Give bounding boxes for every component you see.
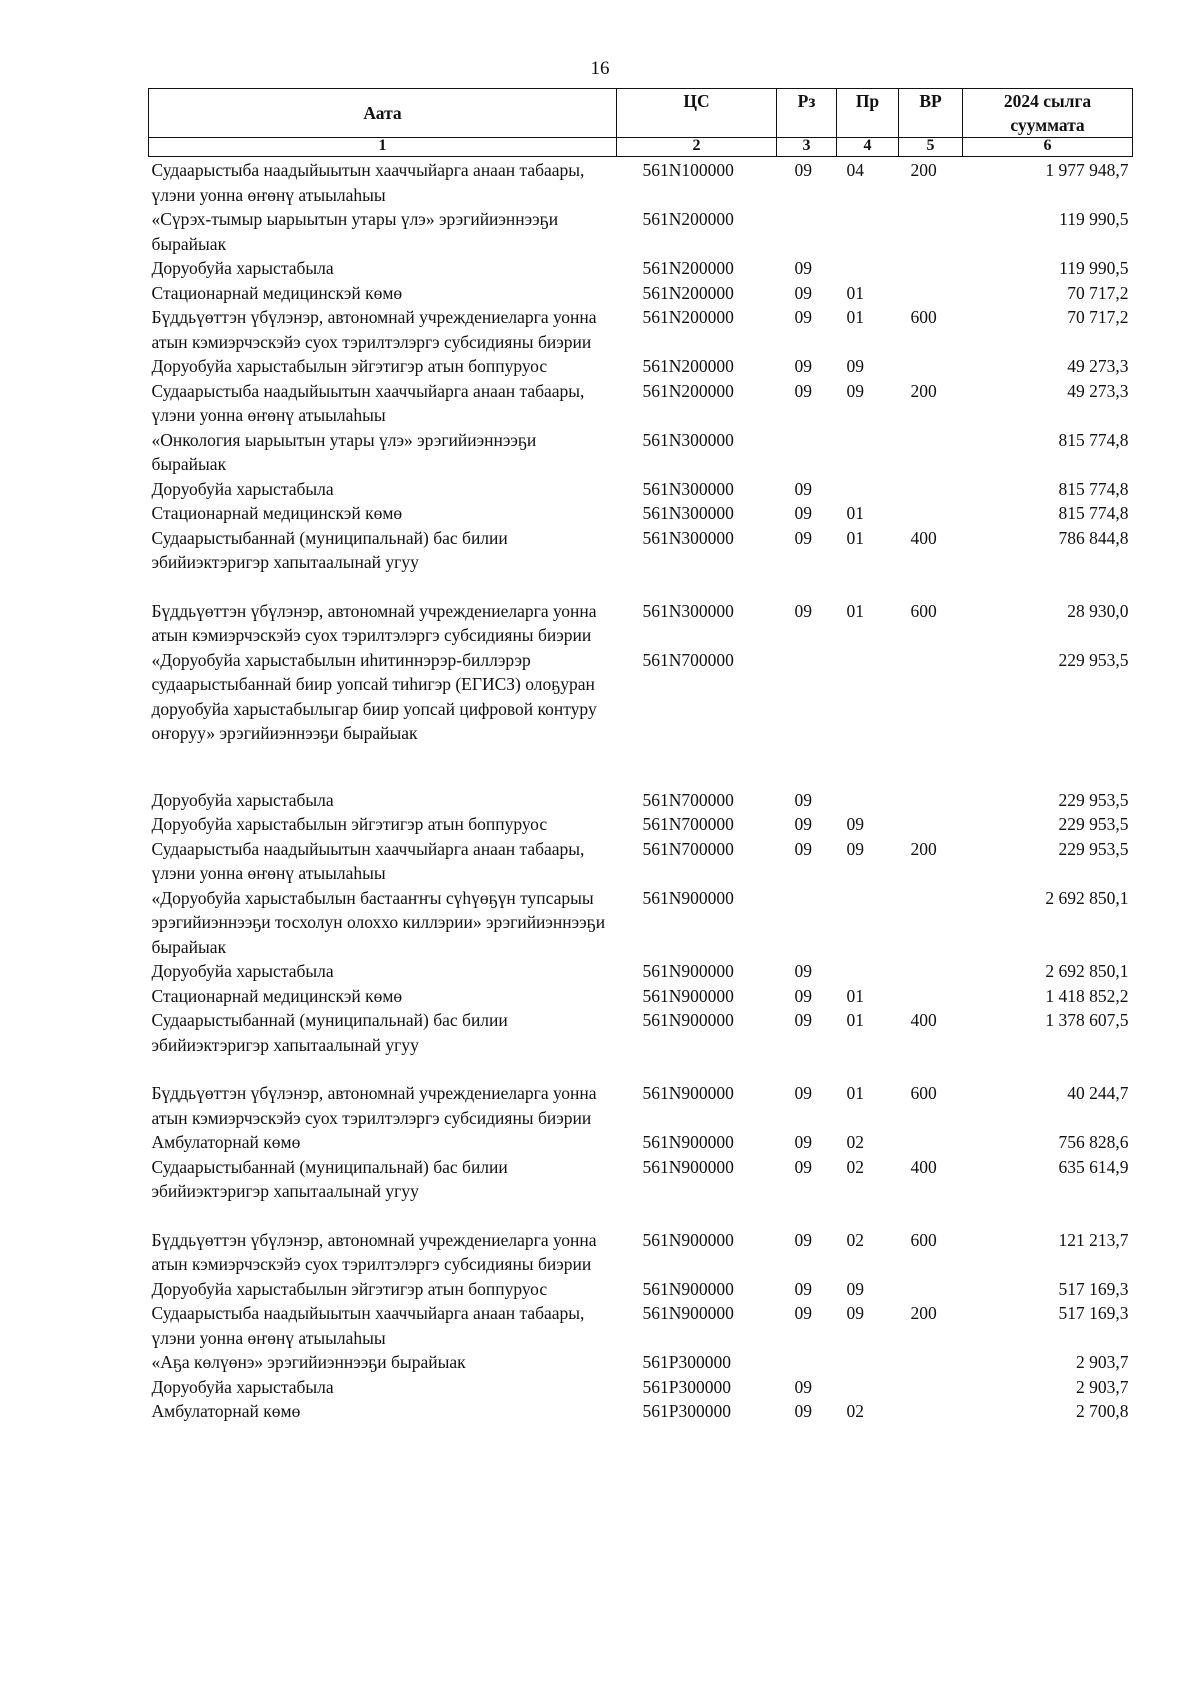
table-row (149, 959, 1133, 984)
row-rz-code (777, 648, 837, 788)
table-row (149, 1081, 1133, 1130)
row-name: Бүддьүөттэн үбүлэнэр, автономнай учреждениеларга уонна атын кэмиэрчэскэйэ суох тэрилтэлэргэ субсидияны биэрии (151, 307, 597, 352)
row-pr-code: 01 (846, 1010, 864, 1030)
page-number: 16 (590, 58, 610, 79)
row-name: Бүддьүөттэн үбүлэнэр, автономнай учреждениеларга уонна атын кэмиэрчэскэйэ суох тэрилтэлэргэ субсидияны биэрии (151, 1229, 597, 1274)
row-pr-code: 09 (846, 1303, 864, 1323)
row-name: Судаарыстыбаннай (муниципальнай) бас билии эбийиэктэригэр хапытаалынай угуу (151, 1010, 508, 1055)
table-row (149, 305, 1133, 354)
row-pr-code: 01 (846, 503, 864, 523)
row-vr-code (899, 207, 963, 256)
table-row (149, 1375, 1133, 1400)
row-cs-code: 561P300000 (642, 1376, 731, 1397)
row-pr-code (837, 1350, 899, 1375)
row-cs-code: 561N700000 (642, 838, 734, 859)
row-cs-code: 561N900000 (642, 985, 734, 1006)
row-name: Доруобуйа харыстабыла (151, 478, 334, 499)
row-vr-code (899, 812, 963, 837)
table-row (149, 477, 1133, 502)
row-vr-code: 400 (910, 527, 937, 548)
column-number: 5 (899, 138, 963, 157)
row-rz-code: 09 (794, 503, 812, 523)
row-rz-code: 09 (794, 838, 812, 859)
row-cs-code: 561N900000 (642, 1083, 734, 1103)
row-vr-code (899, 477, 963, 502)
row-name: Судаарыстыбаннай (муниципальнай) бас билии эбийиэктэригэр хапытаалынай угуу (151, 1156, 508, 1201)
row-pr-code (837, 1375, 899, 1400)
row-cs-code: 561N900000 (642, 961, 734, 981)
row-vr-code (899, 1350, 963, 1375)
row-pr-code (837, 788, 899, 813)
header-name: Аата (149, 89, 617, 138)
row-pr-code: 01 (846, 307, 864, 327)
row-cs-code: 561P300000 (642, 1401, 731, 1421)
row-pr-code: 02 (846, 1156, 864, 1177)
row-sum: 517 169,3 (1058, 1303, 1129, 1323)
row-pr-code: 02 (846, 1401, 864, 1421)
row-rz-code: 09 (794, 380, 812, 401)
row-rz-code: 09 (794, 258, 812, 278)
row-name: Стационарнай медицинскэй көмө (151, 503, 403, 523)
row-name: Доруобуйа харыстабыла (151, 961, 334, 981)
row-pr-code (837, 477, 899, 502)
row-sum: 229 953,5 (1058, 789, 1129, 810)
row-rz-code (777, 1350, 837, 1375)
row-vr-code: 200 (910, 380, 937, 401)
row-vr-code (899, 1399, 963, 1424)
table-row (149, 501, 1133, 526)
row-name: Судаарыстыба наадыйыытын хааччыйарга анаан табаары, үлэни уонна өҥөнү атыылаһыы (151, 1303, 585, 1348)
table-body (149, 157, 1133, 1424)
table-row (149, 1399, 1133, 1424)
row-sum: 756 828,6 (1058, 1132, 1129, 1152)
row-rz-code (777, 886, 837, 960)
row-pr-code: 01 (846, 527, 864, 548)
row-sum: 229 953,5 (1058, 814, 1129, 834)
row-vr-code: 600 (910, 1229, 937, 1250)
row-vr-code: 400 (910, 1010, 937, 1030)
row-rz-code: 09 (794, 814, 812, 834)
table-row (149, 1130, 1133, 1155)
row-vr-code: 600 (910, 1083, 937, 1103)
table-header-row (149, 89, 1133, 138)
row-pr-code: 01 (846, 1083, 864, 1103)
table-row (149, 157, 1133, 208)
row-pr-code (837, 207, 899, 256)
row-pr-code: 09 (846, 838, 864, 859)
column-number: 6 (963, 138, 1133, 157)
row-sum: 49 273,3 (1067, 380, 1129, 401)
row-pr-code: 01 (846, 282, 864, 303)
row-sum: 815 774,8 (1058, 503, 1129, 523)
row-sum: 229 953,5 (1058, 838, 1129, 859)
row-sum: 635 614,9 (1058, 1156, 1129, 1177)
table-row (149, 1155, 1133, 1228)
header-vr: ВР (899, 89, 963, 138)
row-rz-code: 09 (794, 356, 812, 376)
row-name: Стационарнай медицинскэй көмө (151, 985, 403, 1006)
row-name: Доруобуйа харыстабыла (151, 789, 334, 810)
row-name: Судаарыстыбаннай (муниципальнай) бас билии эбийиэктэригэр хапытаалынай угуу (151, 527, 508, 572)
row-pr-code: 09 (846, 356, 864, 376)
row-name: Судаарыстыба наадыйыытын хааччыйарга анаан табаары, үлэни уонна өҥөнү атыылаһыы (151, 380, 585, 425)
row-rz-code: 09 (794, 282, 812, 303)
row-pr-code: 09 (846, 814, 864, 834)
row-sum: 1 418 852,2 (1045, 985, 1129, 1006)
row-rz-code: 09 (794, 1083, 812, 1103)
row-sum: 119 990,5 (1059, 209, 1129, 229)
row-vr-code (899, 886, 963, 960)
row-cs-code: 561N700000 (642, 649, 734, 670)
table-row (149, 256, 1133, 281)
column-number: 3 (777, 138, 837, 157)
row-vr-code: 200 (910, 160, 937, 180)
row-cs-code: 561N200000 (642, 307, 734, 327)
row-sum: 40 244,7 (1067, 1083, 1129, 1103)
row-pr-code: 09 (846, 380, 864, 401)
table-row (149, 1277, 1133, 1302)
row-rz-code: 09 (794, 1156, 812, 1177)
row-name: «Доруобуйа харыстабылын бастааҥҥы сүһүөҕүн тупсарыы эрэгийиэннээҕи тосхолун олоххо киллэрии» эрэгийиэннээҕи бырайыак (151, 887, 606, 957)
row-vr-code: 200 (910, 1303, 937, 1323)
row-cs-code: 561N200000 (642, 282, 734, 303)
row-vr-code (899, 428, 963, 477)
table-row (149, 1008, 1133, 1081)
row-vr-code (899, 281, 963, 306)
row-sum: 1 378 607,5 (1045, 1010, 1129, 1030)
row-cs-code: 561N300000 (642, 503, 734, 523)
table-row (149, 648, 1133, 788)
row-cs-code: 561N700000 (642, 789, 734, 810)
table-row (149, 1228, 1133, 1277)
row-rz-code: 09 (794, 1401, 812, 1421)
column-number: 1 (149, 138, 617, 157)
row-rz-code: 09 (794, 1376, 812, 1397)
row-name: Стационарнай медицинскэй көмө (151, 282, 403, 303)
budget-table (148, 88, 1133, 1424)
row-vr-code (899, 354, 963, 379)
row-sum: 229 953,5 (1058, 649, 1129, 670)
row-cs-code: 561N900000 (642, 1303, 734, 1323)
row-pr-code (837, 886, 899, 960)
row-name: Судаарыстыба наадыйыытын хааччыйарга анаан табаары, үлэни уонна өҥөнү атыылаһыы (151, 160, 585, 205)
row-name: Доруобуйа харыстабылын эйгэтигэр атын боппуруос (151, 356, 548, 376)
row-cs-code: 561P300000 (642, 1352, 731, 1372)
row-vr-code: 600 (910, 600, 937, 621)
row-name: Доруобуйа харыстабылын эйгэтигэр атын боппуруос (151, 1278, 548, 1299)
table-row (149, 526, 1133, 599)
row-rz-code: 09 (794, 527, 812, 548)
header-cs: ЦС (617, 89, 777, 138)
table-row (149, 428, 1133, 477)
table-row (149, 599, 1133, 648)
row-sum: 815 774,8 (1058, 478, 1129, 499)
header-rz: Рз (777, 89, 837, 138)
row-name: Бүддьүөттэн үбүлэнэр, автономнай учреждениеларга уонна атын кэмиэрчэскэйэ суох тэрилтэлэргэ субсидияны биэрии (151, 1083, 597, 1128)
table-column-number-row (149, 138, 1133, 157)
row-name: «Онкология ыарыытын утары үлэ» эрэгийиэннээҕи бырайыак (151, 429, 537, 474)
header-sum: 2024 сылга суумматa (963, 89, 1133, 138)
row-vr-code (899, 1277, 963, 1302)
row-cs-code: 561N900000 (642, 1132, 734, 1152)
column-number: 2 (617, 138, 777, 157)
row-sum: 49 273,3 (1067, 356, 1129, 376)
row-cs-code: 561N100000 (642, 160, 734, 180)
row-rz-code: 09 (794, 478, 812, 499)
row-vr-code: 200 (910, 838, 937, 859)
row-pr-code (837, 428, 899, 477)
row-name: Доруобуйа харыстабылын эйгэтигэр атын боппуруос (151, 814, 548, 834)
row-pr-code: 02 (846, 1229, 864, 1250)
table-row (149, 379, 1133, 428)
row-rz-code (777, 207, 837, 256)
row-cs-code: 561N200000 (642, 258, 734, 278)
table-row (149, 812, 1133, 837)
row-pr-code (837, 256, 899, 281)
row-sum: 2 903,7 (1076, 1376, 1129, 1397)
row-sum: 786 844,8 (1058, 527, 1129, 548)
row-vr-code (899, 959, 963, 984)
row-sum: 70 717,2 (1067, 307, 1129, 327)
row-cs-code: 561N700000 (642, 814, 734, 834)
row-cs-code: 561N300000 (642, 429, 734, 450)
table-row (149, 1350, 1133, 1375)
row-cs-code: 561N200000 (642, 209, 734, 229)
row-sum: 119 990,5 (1059, 258, 1129, 278)
row-rz-code: 09 (794, 600, 812, 621)
row-pr-code: 04 (846, 160, 864, 180)
row-vr-code (899, 1130, 963, 1155)
row-cs-code: 561N900000 (642, 887, 734, 908)
row-rz-code: 09 (794, 307, 812, 327)
row-cs-code: 561N300000 (642, 527, 734, 548)
row-sum: 517 169,3 (1058, 1278, 1129, 1299)
header-pr: Пр (837, 89, 899, 138)
row-cs-code: 561N900000 (642, 1156, 734, 1177)
row-rz-code: 09 (794, 1229, 812, 1250)
row-pr-code (837, 648, 899, 788)
row-cs-code: 561N300000 (642, 478, 734, 499)
table-row (149, 886, 1133, 960)
row-rz-code: 09 (794, 1278, 812, 1299)
row-sum: 70 717,2 (1067, 282, 1129, 303)
row-rz-code: 09 (794, 961, 812, 981)
table-row (149, 788, 1133, 813)
row-sum: 2 692 850,1 (1045, 961, 1129, 981)
row-rz-code: 09 (794, 1010, 812, 1030)
row-pr-code: 01 (846, 985, 864, 1006)
table-row (149, 354, 1133, 379)
row-rz-code: 09 (794, 160, 812, 180)
row-vr-code (899, 648, 963, 788)
row-vr-code (899, 788, 963, 813)
row-rz-code: 09 (794, 1303, 812, 1323)
row-name: «Доруобуйа харыстабылын иһитиннэрэр-биллэрэр судаарыстыбаннай биир уопсай тиһигэр (ЕГИСЗ) олоҕуран доруобуйа харыстабылыгар биир уопсай цифровой контуру оҥоруу» эрэгийиэннээҕи бырайыак (151, 649, 597, 743)
row-name: Бүддьүөттэн үбүлэнэр, автономнай учреждениеларга уонна атын кэмиэрчэскэйэ суох тэрилтэлэргэ субсидияны биэрии (151, 600, 597, 645)
row-name: «Сүрэх-тымыр ыарыытын утары үлэ» эрэгийиэннээҕи бырайыак (151, 209, 559, 254)
row-name: Доруобуйа харыстабыла (151, 258, 334, 278)
table-row (149, 1301, 1133, 1350)
row-name: Амбулаторнай көмө (151, 1132, 301, 1152)
row-sum: 815 774,8 (1058, 429, 1129, 450)
row-name: Судаарыстыба наадыйыытын хааччыйарга анаан табаары, үлэни уонна өҥөнү атыылаһыы (151, 838, 585, 883)
row-vr-code (899, 984, 963, 1009)
row-cs-code: 561N900000 (642, 1229, 734, 1250)
table-row (149, 281, 1133, 306)
row-pr-code (837, 959, 899, 984)
row-cs-code: 561N200000 (642, 356, 734, 376)
row-vr-code (899, 256, 963, 281)
row-pr-code: 01 (846, 600, 864, 621)
table-row (149, 207, 1133, 256)
row-sum: 121 213,7 (1058, 1229, 1129, 1250)
table-row (149, 837, 1133, 886)
row-vr-code: 600 (910, 307, 937, 327)
row-name: Доруобуйа харыстабыла (151, 1376, 334, 1397)
row-cs-code: 561N900000 (642, 1010, 734, 1030)
row-sum: 2 700,8 (1076, 1401, 1129, 1421)
row-cs-code: 561N300000 (642, 600, 734, 621)
row-vr-code: 400 (910, 1156, 937, 1177)
row-name: «Аҕа көлүөнэ» эрэгийиэннээҕи бырайыак (151, 1352, 466, 1372)
row-rz-code: 09 (794, 789, 812, 810)
row-rz-code: 09 (794, 985, 812, 1006)
row-rz-code: 09 (794, 1132, 812, 1152)
row-cs-code: 561N900000 (642, 1278, 734, 1299)
table-row (149, 984, 1133, 1009)
column-number: 4 (837, 138, 899, 157)
row-vr-code (899, 1375, 963, 1400)
row-sum: 1 977 948,7 (1045, 160, 1129, 180)
row-sum: 2 692 850,1 (1045, 887, 1129, 908)
row-name: Амбулаторнай көмө (151, 1401, 301, 1421)
row-pr-code: 02 (846, 1132, 864, 1152)
row-vr-code (899, 501, 963, 526)
row-sum: 2 903,7 (1076, 1352, 1129, 1372)
row-cs-code: 561N200000 (642, 380, 734, 401)
row-rz-code (777, 428, 837, 477)
row-pr-code: 09 (846, 1278, 864, 1299)
row-sum: 28 930,0 (1067, 600, 1129, 621)
